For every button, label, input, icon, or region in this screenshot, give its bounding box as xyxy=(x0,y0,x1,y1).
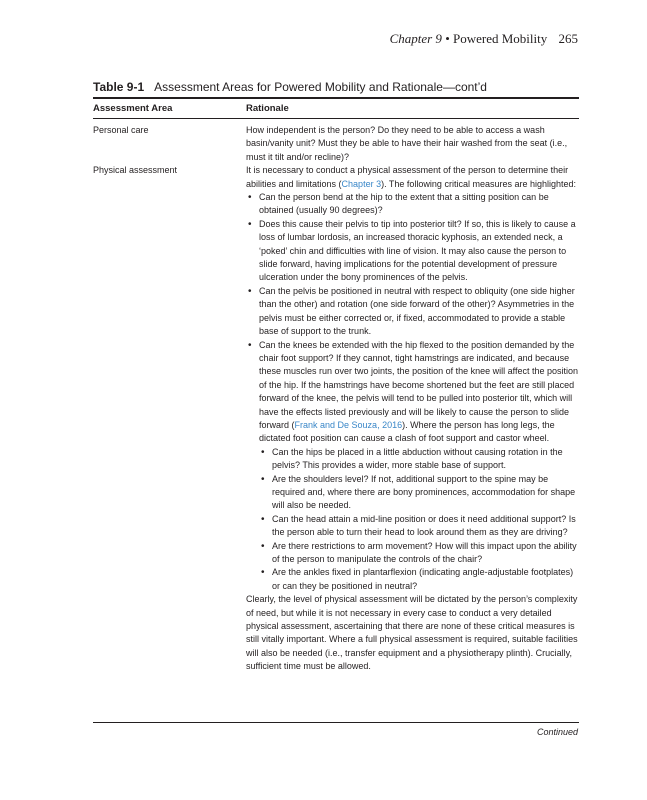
list-item xyxy=(246,339,579,594)
table-body xyxy=(93,124,579,674)
page-number: 265 xyxy=(558,31,578,46)
intro-text: It is necessary to conduct a physical assessment of the person to determine their abilities and limitations ( xyxy=(246,165,569,189)
rationale-cell xyxy=(246,124,579,164)
list-item-text: Can the knees be extended with the hip flexed to the position demanded by the chair foot support? If they cannot, tight hamstrings are indicated, and because these muscles run over two joints, the position of the knee will affect the position of the hip. If the hamstrings have become shortened but the feet are still placed forward of the knee, the pelvis will tend to be pulled into posterior tilt, which will have the effects listed previously and will be likely to cause the person to slide forward ( xyxy=(259,339,579,430)
table-row xyxy=(93,164,579,673)
sub-list-item: • Are the shoulders level? If not, additional support to the spine may be required and, where there are bony prominences, accommodation for shape will also be needed. xyxy=(259,473,579,513)
intro-text-end: ). The following critical measures are highlighted: xyxy=(381,178,577,189)
table-row xyxy=(93,124,579,164)
critical-measures-list xyxy=(246,191,579,593)
list-item: • Does this cause their pelvis to tip into posterior tilt? If so, this is likely to cause a loss of lumbar lordosis, an increased thoracic kyphosis, an extended neck, a ‘poked’ chin and difficulties with line of vision. It may also cause the person to slide forward, having implications for the potential development of pressure ulceration under the bony prominences of the pelvis. xyxy=(246,218,579,285)
sub-list-item: • Can the head attain a mid-line position or does it need additional support? Is the person able to turn their head to look around them as they are driving? xyxy=(259,513,579,540)
running-header xyxy=(390,31,578,47)
chapter-title: Powered Mobility xyxy=(453,31,548,46)
sub-measures-list xyxy=(259,446,579,593)
closing-paragraph: Clearly, the level of physical assessment will be dictated by the person’s complexity of need, but while it is not necessary in every case to conduct a very detailed physical assessment, ascertaining that there are none of these critical measures is still vitally important. Where a full physical assessment is required, suitable facilities will also be needed (i.e., transfer equipment and a physiotherapy plinth). Crucially, sufficient time must be allowed. xyxy=(246,594,578,672)
table-bottom-rule xyxy=(93,722,579,723)
chapter-label: Chapter 9 xyxy=(389,31,442,46)
header-bullet: • xyxy=(445,31,450,46)
column-header-area: Assessment Area xyxy=(93,103,173,114)
list-item: • Can the pelvis be positioned in neutral with respect to obliquity (one side higher than the other) and rotation (one side forward of the other)? Asymmetries in the pelvis must be either corrected or, if fixed, accommodated to provide a stable base of support to the trunk. xyxy=(246,285,579,339)
rationale-text: How independent is the person? Do they need to be able to access a wash basin/vanity unit? Must they be able to have their hair washed from the seat (i.e., must it tilt and/or recline)? xyxy=(246,125,568,162)
sub-list-item: • Are the ankles fixed in plantarflexion (indicating angle-adjustable footplates) or can they be positioned in neutral? xyxy=(259,566,579,593)
rationale-cell xyxy=(246,164,579,673)
list-item: • Can the person bend at the hip to the extent that a sitting position can be obtained (usually 90 degrees)? xyxy=(246,191,579,218)
intro-paragraph xyxy=(246,164,579,191)
column-header-rationale: Rationale xyxy=(246,103,289,114)
list-item-text-end: ). Where the person has long legs, the dictated foot position can cause a clash of foot support and castor wheel. xyxy=(259,419,555,444)
continued-note: Continued xyxy=(536,727,578,737)
header-rule xyxy=(93,118,579,119)
table-top-rule xyxy=(93,97,579,99)
table-caption xyxy=(93,80,577,94)
citation-link[interactable]: Frank and De Souza, 2016 xyxy=(294,419,403,430)
chapter-link[interactable]: Chapter 3 xyxy=(341,178,382,189)
sub-list-item: • Are there restrictions to arm movement? How will this impact upon the ability of the person to manipulate the controls of the chair? xyxy=(259,540,579,567)
table-label: Table 9-1 xyxy=(93,80,145,94)
area-cell: Physical assessment xyxy=(93,165,178,176)
area-cell: Personal care xyxy=(93,125,149,135)
table-title: Assessment Areas for Powered Mobility and Rationale—cont’d xyxy=(154,80,487,94)
sub-list-item: • Can the hips be placed in a little abduction without causing rotation in the pelvis? This provides a wider, more stable base of support. xyxy=(259,446,579,473)
